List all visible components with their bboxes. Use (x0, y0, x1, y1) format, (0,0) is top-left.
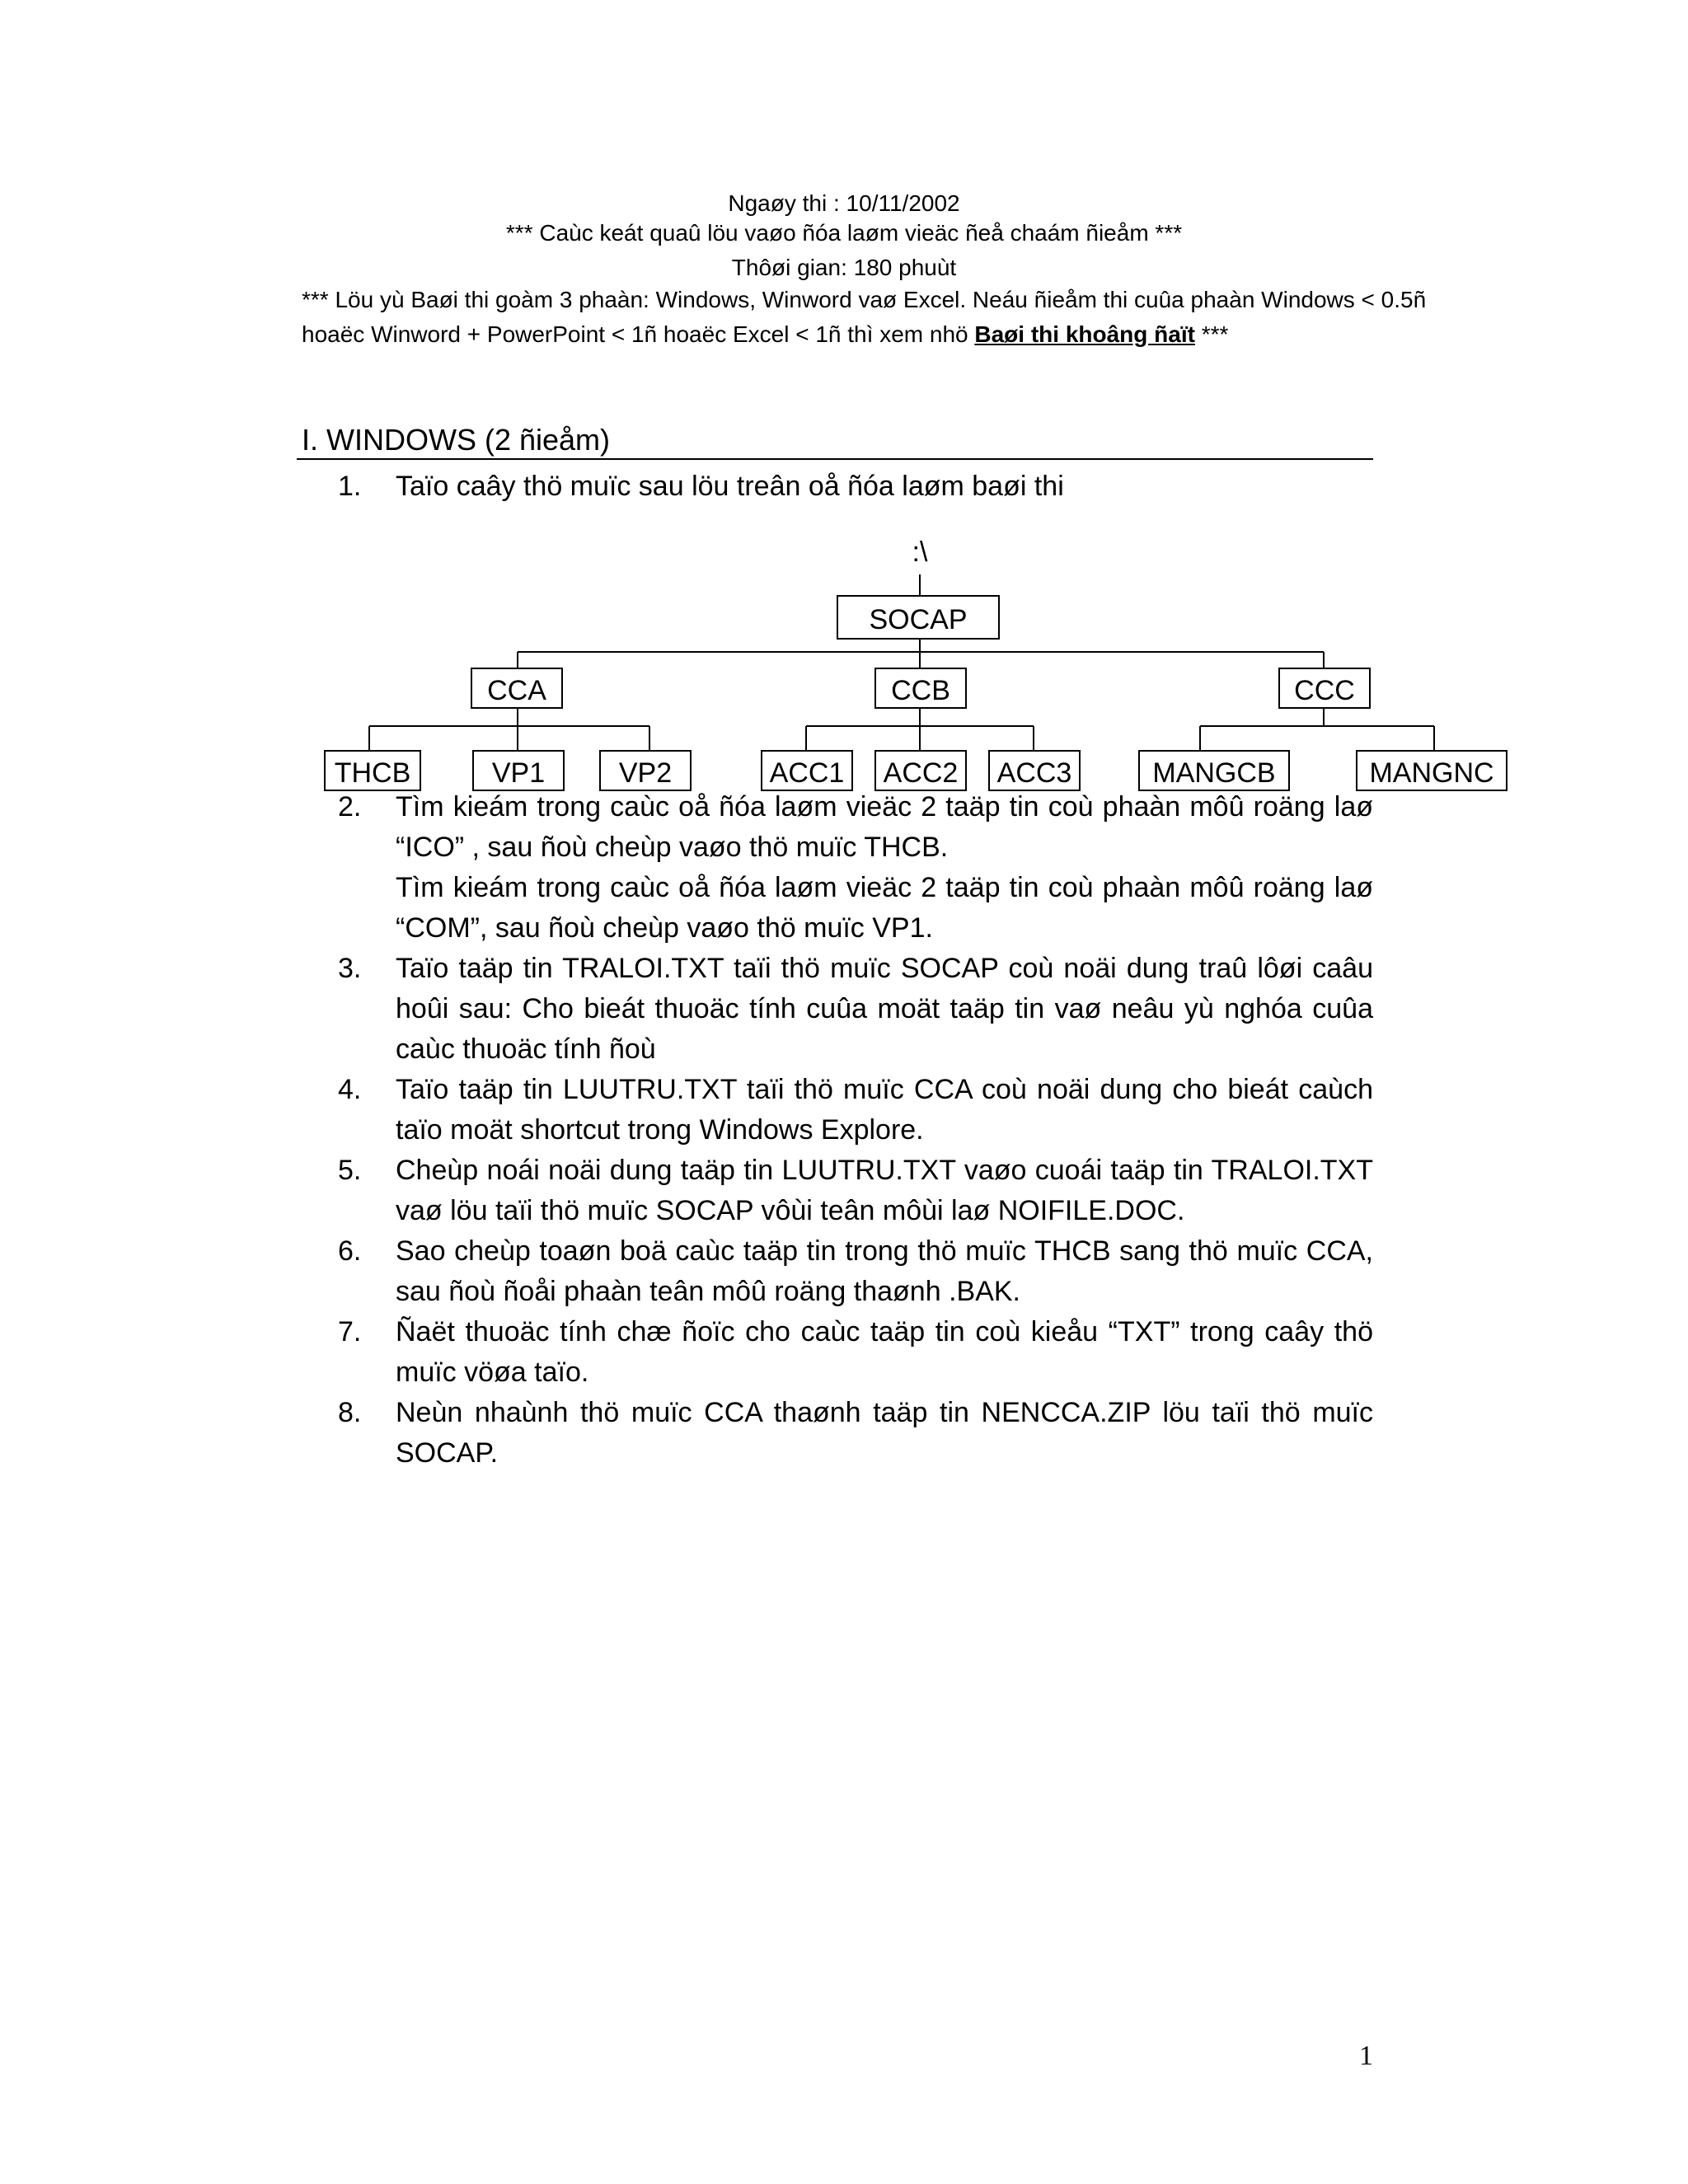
folder-tree-diagram (0, 507, 1688, 787)
task-text: Taïo taäp tin LUUTRU.TXT taïi thö muïc CCA coù noäi dung cho bieát caùch taïo moät shortcut trong Windows Explore. (396, 1074, 1373, 1146)
page-number: 1 (1359, 2041, 1373, 2071)
warning-line-1: *** Löu yù Baøi thi goàm 3 phaàn: Windows, Winword vaø Excel. Neáu ñieåm thi cuûa phaàn Windows < 0.5ñ (302, 287, 1427, 312)
task-number: 1. (338, 471, 362, 502)
results-note: *** Caùc keát quaû löu vaøo ñóa laøm vieäc ñeå chaám ñieåm *** (505, 220, 1183, 246)
task-text: Ñaët thuoäc tính chæ ñoïc cho caùc taäp tin coù kieåu “TXT” trong caây thö muïc vöøa taïo. (396, 1316, 1373, 1388)
section-title: I. WINDOWS (2 ñieåm) (302, 423, 611, 457)
task-text: Taïo taäp tin TRALOI.TXT taïi thö muïc SOCAP coù noäi dung traû lôøi caâu hoûi sau: Cho bieát thuoäc tính cuûa moät taäp tin vaø neâu yù nghóa cuûa caùc thuoäc tính ñoù (396, 953, 1373, 1065)
folder-label-acc1: ACC1 (769, 757, 845, 789)
task-item (338, 1231, 1373, 1312)
folder-label-ccb: CCB (891, 675, 950, 706)
folder-label-cca: CCA (487, 675, 546, 706)
task-number: 8. (338, 1397, 362, 1428)
task-item (338, 1393, 1373, 1474)
task-item (338, 949, 1373, 1070)
task-number: 4. (338, 1074, 362, 1105)
task-number: 2. (338, 791, 362, 823)
task-number: 6. (338, 1235, 362, 1267)
folder-label-ccc: CCC (1294, 675, 1355, 706)
folder-label-acc2: ACC2 (883, 757, 959, 789)
task-list (334, 466, 1494, 1474)
task-item (338, 1151, 1373, 1231)
task-text: Tìm kieám trong caùc oå ñóa laøm vieäc 2 taäp tin coù phaàn môû roäng laø “ICO” , sau ñoù cheùp vaøo thö muïc THCB. (396, 791, 1373, 863)
task-text: Sao cheùp toaøn boä caùc taäp tin trong thö muïc THCB sang thö muïc CCA, sau ñoù ñoåi phaàn teân môû roäng thaønh .BAK. (396, 1235, 1373, 1307)
warning-line-2 (302, 318, 1373, 351)
warning-prefix: hoaëc Winword + PowerPoint < 1ñ hoaëc Excel < 1ñ thì xem nhö (302, 321, 975, 347)
task-text: Taïo caây thö muïc sau löu treân oå ñóa laøm baøi thi (396, 471, 1064, 502)
task-number: 7. (338, 1316, 362, 1347)
task-item (338, 466, 1373, 507)
folder-label-acc3: ACC3 (996, 757, 1072, 789)
warning-bold: Baøi thi khoâng ñaït (974, 321, 1195, 347)
task-text: Tìm kieám trong caùc oå ñóa laøm vieäc 2 taäp tin coù phaàn môû roäng laø “COM”, sau ñoù cheùp vaøo thö muïc VP1. (396, 872, 1373, 944)
folder-label-mangcb: MANGCB (1152, 757, 1276, 789)
task-item (338, 787, 1373, 949)
exam-date: Ngaøy thi : 10/11/2002 (728, 190, 960, 216)
exam-duration: Thôøi gian: 180 phuùt (731, 255, 957, 280)
task-number: 3. (338, 953, 362, 984)
section-divider (297, 458, 1373, 460)
task-number: 5. (338, 1155, 362, 1186)
warning-suffix: *** (1194, 321, 1229, 347)
task-item (338, 1070, 1373, 1151)
folder-label-mangnc: MANGNC (1369, 757, 1494, 789)
folder-label-vp2: VP2 (618, 757, 673, 789)
folder-label-thcb: THCB (334, 757, 411, 789)
root-drive-label: :\ (912, 537, 928, 568)
folder-label-socap: SOCAP (869, 604, 968, 635)
task-text: Cheùp noái noäi dung taäp tin LUUTRU.TXT vaøo cuoái taäp tin TRALOI.TXT vaø löu taïi thö muïc SOCAP vôùi teân môùi laø NOIFILE.DOC. (396, 1155, 1373, 1226)
task-text: Neùn nhaùnh thö muïc CCA thaønh taäp tin NENCCA.ZIP löu taïi thö muïc SOCAP. (396, 1397, 1373, 1469)
folder-label-vp1: VP1 (491, 757, 546, 789)
task-item (338, 1312, 1373, 1393)
folder-tree-row (334, 507, 1494, 789)
